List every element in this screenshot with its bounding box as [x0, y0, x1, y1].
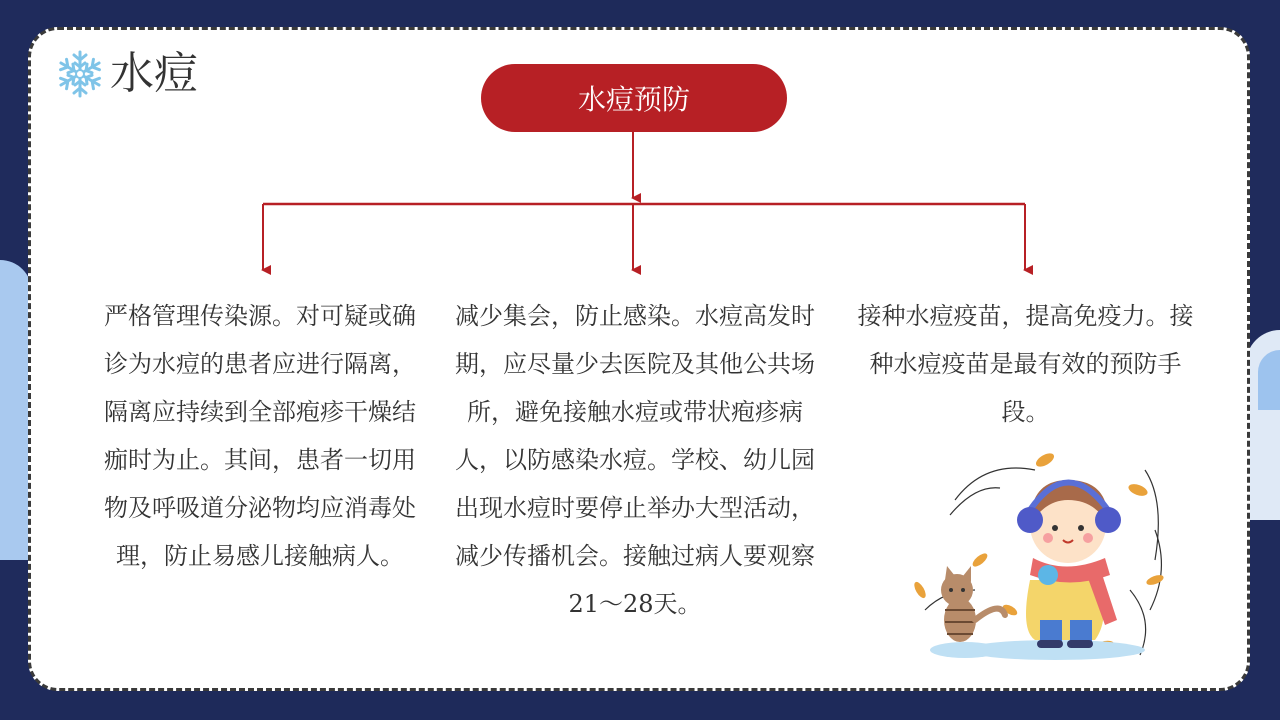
- slide-title: 水痘: [110, 48, 198, 99]
- center-topic-label: 水痘预防: [577, 83, 690, 116]
- background-right-snowdrift-accent: [1258, 350, 1280, 410]
- child-and-cat-in-snow-illustration: [905, 440, 1185, 680]
- prevention-item-vaccination: 接种水痘疫苗，提高免疫力。接种水痘疫苗是最有效的预防手段。: [857, 302, 1194, 426]
- prevention-item-avoid-gatherings: 减少集会，防止感染。水痘高发时期，应尽量少去医院及其他公共场所，避免接触水痘或带状疱疹病人，以防感染水痘。学校、幼儿园出现水痘时要停止举办大型活动，减少传播机会。接触过病人要观察21～28天。: [455, 302, 815, 618]
- snowflake-icon: [54, 48, 106, 100]
- center-topic-node: [481, 64, 787, 132]
- prevention-item-isolation: 严格管理传染源。对可疑或确诊为水痘的患者应进行隔离，隔离应持续到全部疱疹干燥结痂时为止。其间，患者一切用物及呼吸道分泌物均应消毒处理，防止易感儿接触病人。: [104, 302, 416, 570]
- slide-header: [54, 48, 198, 100]
